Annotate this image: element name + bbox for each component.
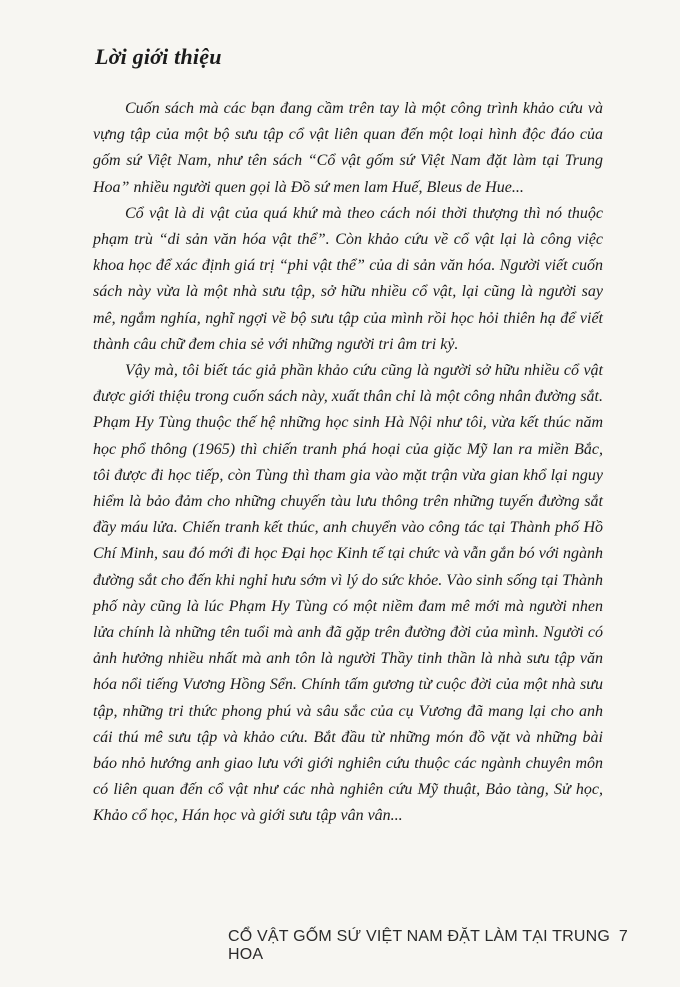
paragraph-1: Cuốn sách mà các bạn đang cầm trên tay là một công trình khảo cứu và vựng tập của một bộ sưu tập cổ vật liên quan đến một loại hình độc đáo của gốm sứ Việt Nam, như tên sách “Cổ vật gốm sứ Việt Nam đặt làm tại Trung Hoa” nhiều người quen gọi là Đồ sứ men lam Huế, Bleus de Hue... <box>93 100 603 196</box>
running-title: CỔ VẬT GỐM SỨ VIỆT NAM ĐẶT LÀM TẠI TRUNG HOA <box>228 928 611 963</box>
introduction-text <box>93 96 603 830</box>
page-footer <box>228 928 628 964</box>
paragraph-2: Cổ vật là di vật của quá khứ mà theo cách nói thời thượng thì nó thuộc phạm trù “di sản văn hóa vật thể”. Còn khảo cứu về cổ vật lại là công việc khoa học để xác định giá trị “phi vật thể” của di sản văn hóa. Người viết cuốn sách này vừa là một nhà sưu tập, sở hữu nhiều cổ vật, lại cũng là người say mê, ngắm nghía, nghĩ ngợi về bộ sưu tập của mình rồi học hỏi thiên hạ để viết thành câu chữ đem chia sẻ với những người tri âm tri kỷ. <box>93 204 603 353</box>
section-heading: Lời giới thiệu <box>95 44 222 69</box>
page-number: 7 <box>618 928 628 945</box>
paragraph-3: Vậy mà, tôi biết tác giả phần khảo cứu cũng là người sở hữu nhiều cổ vật được giới thiệu trong cuốn sách này, xuất thân chỉ là một công nhân đường sắt. Phạm Hy Tùng thuộc thế hệ những học sinh Hà Nội như tôi, vừa kết thúc năm học phổ thông (1965) thì chiến tranh phá hoại của giặc Mỹ lan ra miền Bắc, tôi được đi học tiếp, còn Tùng thì tham gia vào mặt trận vừa gian khổ lại nguy hiểm là bảo đảm cho những chuyến tàu lưu thông trên những tuyến đường sắt đầy máu lửa. Chiến tranh kết thúc, anh chuyển vào công tác tại Thành phố Hồ Chí Minh, sau đó mới đi học Đại học Kinh tế tại chức và vẫn gắn bó với ngành đường sắt cho đến khi nghỉ hưu sớm vì lý do sức khỏe. Vào sinh sống tại Thành phố này cũng là lúc Phạm Hy Tùng có một niềm đam mê mới mà người nhen lửa chính là những tên tuổi mà anh đã gặp trên đường đời của mình. Người có ảnh hưởng nhiều nhất mà anh tôn là người Thầy tinh thần là nhà sưu tập văn hóa nổi tiếng Vương Hồng Sển. Chính tấm gương từ cuộc đời của một nhà sưu tập, những tri thức phong phú và sâu sắc của cụ Vương đã mang lại cho anh cái thú mê sưu tập và khảo cứu. Bắt đầu từ những món đồ vặt và những bài báo nhỏ hướng anh giao lưu với giới nghiên cứu thuộc các ngành chuyên môn có liên quan đến cổ vật như các nhà nghiên cứu Mỹ thuật, Bảo tàng, Sử học, Khảo cổ học, Hán học và giới sưu tập vân vân... <box>93 362 603 825</box>
